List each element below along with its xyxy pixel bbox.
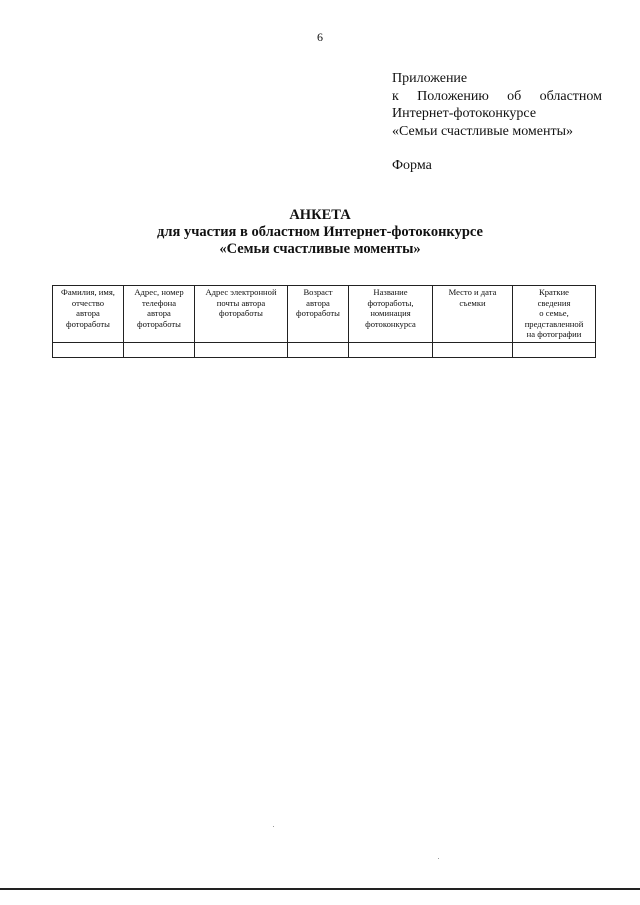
appendix-word: к — [392, 88, 399, 104]
title-line-2: для участия в областном Интернет-фотоконкурсе — [157, 224, 483, 240]
header-family-info: Краткие сведения о семье, представленной на фотографии — [513, 286, 596, 343]
table-header-row — [53, 286, 596, 343]
table-cell-empty[interactable] — [513, 342, 596, 357]
table-cell-empty[interactable] — [124, 342, 195, 357]
table-cell-empty[interactable] — [53, 342, 124, 357]
header-address-phone: Адрес, номер телефона автора фотоработы — [124, 286, 195, 343]
appendix-header — [392, 70, 602, 175]
appendix-word: Положению — [417, 88, 489, 104]
header-full-name: Фамилия, имя, отчество автора фотоработы — [53, 286, 124, 343]
appendix-line-2 — [392, 88, 602, 106]
appendix-line-1: Приложение — [392, 71, 468, 86]
form-label: Форма — [392, 158, 432, 173]
questionnaire-table — [52, 285, 596, 358]
table-cell-empty[interactable] — [195, 342, 288, 357]
title-line-3: «Семьи счастливые моменты» — [219, 241, 421, 257]
title-line-1: АНКЕТА — [289, 207, 351, 223]
table-cell-empty[interactable] — [433, 342, 513, 357]
page-number: 6 — [317, 30, 323, 44]
table-cell-empty[interactable] — [349, 342, 433, 357]
document-title — [0, 207, 640, 258]
table-row-empty — [53, 342, 596, 357]
header-place-date: Место и дата съемки — [433, 286, 513, 343]
appendix-line-3: Интернет-фотоконкурсе — [392, 106, 537, 121]
header-photo-title: Название фотоработы, номинация фотоконкурса — [349, 286, 433, 343]
appendix-word: об — [507, 88, 522, 104]
scan-speck — [273, 826, 274, 827]
header-email: Адрес электронной почты автора фотоработы — [195, 286, 288, 343]
bottom-rule — [0, 888, 640, 890]
appendix-line-4: «Семьи счастливые моменты» — [392, 123, 574, 139]
appendix-word: областном — [539, 88, 602, 104]
header-age: Возраст автора фотоработы — [288, 286, 349, 343]
scan-speck — [438, 858, 439, 859]
table-cell-empty[interactable] — [288, 342, 349, 357]
